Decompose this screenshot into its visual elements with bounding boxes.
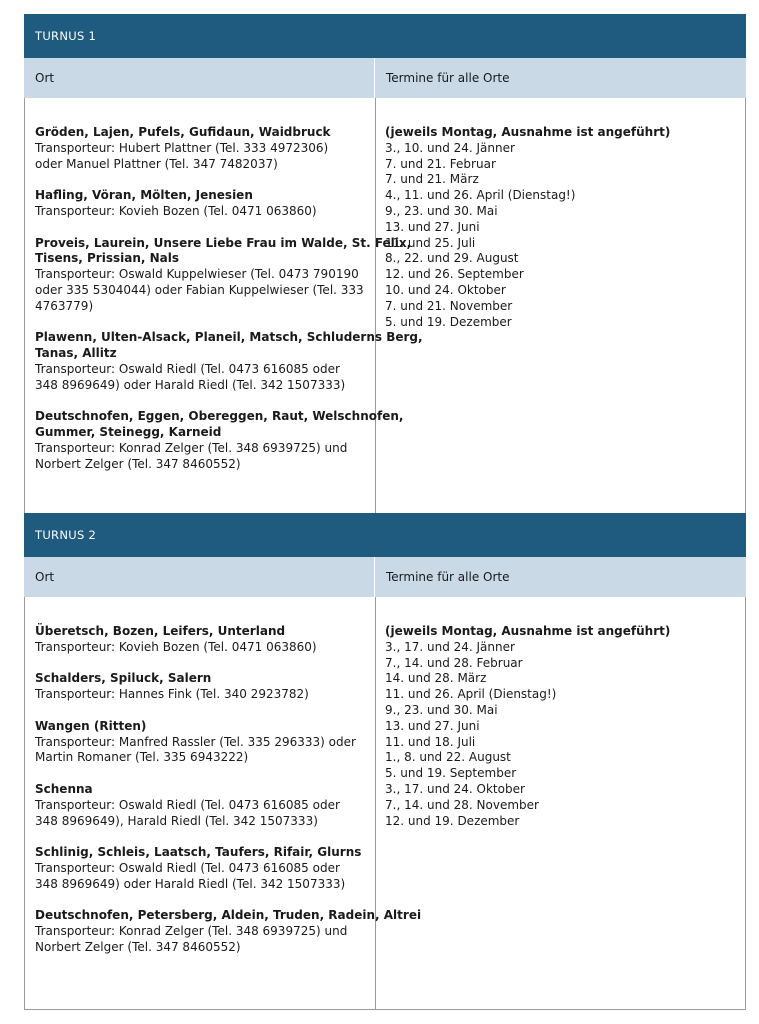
transporteur-info: oder 335 5304044) oder Fabian Kuppelwieser (Tel. 333 (35, 282, 364, 297)
location-names: Deutschnofen, Petersberg, Aldein, Truden, Radein, Altrei (35, 908, 422, 923)
location-entry (35, 782, 367, 829)
date-item: 9., 23. und 30. Mai (385, 702, 498, 717)
transporteur-info: 348 8969649), Harald Riedl (Tel. 342 1507333) (35, 813, 318, 828)
date-item: 1., 8. und 22. August (385, 750, 511, 765)
turnus1-dates-heading: (jeweils Montag, Ausnahme ist angeführt) (385, 125, 671, 139)
date-item: 7., 14. und 28. Februar (385, 655, 523, 670)
date-item: 7. und 21. Februar (385, 156, 496, 171)
date-item: 14. und 28. März (385, 671, 487, 686)
turnus1-header-row (24, 58, 746, 98)
transporteur-info: Transporteur: Oswald Riedl (Tel. 0473 616085 oder (35, 860, 340, 875)
date-item: 12. und 26. September (385, 267, 524, 282)
date-item: 11. und 25. Juli (385, 235, 476, 250)
location-names: Schalders, Spiluck, Salern (35, 671, 212, 686)
transporteur-info: Transporteur: Oswald Kuppelwieser (Tel. 0473 790190 (35, 267, 359, 282)
location-names: Überetsch, Bozen, Leifers, Unterland (35, 624, 286, 638)
turnus2-body-row (24, 597, 746, 1010)
transporteur-info: Transporteur: Manfred Rassler (Tel. 335 296333) oder (35, 734, 356, 749)
turnus2-dates-heading: (jeweils Montag, Ausnahme ist angeführt) (385, 624, 671, 638)
location-names: Gummer, Steinegg, Karneid (35, 425, 222, 440)
date-item: 7. und 21. März (385, 172, 479, 187)
location-entry (35, 719, 367, 766)
turnus2-locations (25, 597, 422, 1009)
location-names: Plawenn, Ulten-Alsack, Planeil, Matsch, Schluderns Berg, (35, 330, 423, 345)
transporteur-info: 348 8969649) oder Harald Riedl (Tel. 342 1507333) (35, 377, 346, 392)
date-item: 10. und 24. Oktober (385, 282, 506, 297)
location-entry (35, 188, 367, 220)
transporteur-info: Transporteur: Oswald Riedl (Tel. 0473 616085 oder (35, 797, 340, 812)
date-item: 13. und 27. Juni (385, 219, 480, 234)
location-names: Gröden, Lajen, Pufels, Gufidaun, Waidbruck (35, 125, 331, 139)
date-item: 11. und 18. Juli (385, 734, 476, 749)
transporteur-info: oder Manuel Plattner (Tel. 347 7482037) (35, 156, 278, 171)
transporteur-info: Transporteur: Konrad Zelger (Tel. 348 6939725) und (35, 924, 348, 939)
date-item: 8., 22. und 29. August (385, 251, 519, 266)
location-names: Wangen (Ritten) (35, 718, 147, 733)
location-entry (35, 330, 423, 393)
transporteur-info: Transporteur: Kovieh Bozen (Tel. 0471 063860) (35, 203, 317, 218)
date-item: 3., 17. und 24. Oktober (385, 781, 525, 796)
location-names: Schlinig, Schleis, Laatsch, Taufers, Rifair, Glurns (35, 845, 362, 860)
date-item: 7., 14. und 28. November (385, 797, 539, 812)
turnus2-title: TURNUS 2 (24, 513, 746, 557)
turnus1-body-row (24, 98, 746, 514)
transporteur-info: Norbert Zelger (Tel. 347 8460552) (35, 939, 241, 954)
location-names: Proveis, Laurein, Unsere Liebe Frau im Walde, St. Felix, (35, 235, 412, 250)
location-entry (35, 624, 367, 656)
turnus1-table (24, 14, 746, 514)
date-item: 11. und 26. April (Dienstag!) (385, 687, 557, 702)
date-item: 5. und 19. September (385, 766, 517, 781)
date-item: 4., 11. und 26. April (Dienstag!) (385, 188, 576, 203)
location-names: Tanas, Allitz (35, 346, 117, 361)
turnus1-col-termine-header: Termine für alle Orte (386, 71, 510, 85)
transporteur-info: Transporteur: Kovieh Bozen (Tel. 0471 063860) (35, 639, 317, 654)
date-item: 9., 23. und 30. Mai (385, 203, 498, 218)
transporteur-info: 4763779) (35, 298, 94, 313)
turnus1-col-ort-header: Ort (24, 58, 375, 98)
location-entry (35, 671, 367, 703)
turnus2-dates-list (385, 640, 737, 830)
transporteur-info: Transporteur: Konrad Zelger (Tel. 348 6939725) und (35, 440, 348, 455)
location-entry (35, 125, 367, 172)
date-item: 13. und 27. Juni (385, 718, 480, 733)
date-item: 12. und 19. Dezember (385, 813, 520, 828)
location-names: Hafling, Vöran, Mölten, Jenesien (35, 188, 253, 203)
turnus2-table (24, 513, 746, 1004)
location-names: Schenna (35, 781, 93, 796)
date-item: 3., 17. und 24. Jänner (385, 639, 515, 654)
transporteur-info: Martin Romaner (Tel. 335 6943222) (35, 750, 249, 765)
turnus2-dates (376, 597, 745, 1009)
turnus1-dates-list (385, 141, 737, 331)
location-names: Deutschnofen, Eggen, Obereggen, Raut, Welschnofen, (35, 409, 404, 424)
location-entry (35, 409, 404, 472)
location-entry (35, 235, 412, 315)
location-names: Tisens, Prissian, Nals (35, 251, 179, 266)
turnus1-title: TURNUS 1 (24, 14, 746, 58)
transporteur-info: Transporteur: Hannes Fink (Tel. 340 2923782) (35, 687, 309, 702)
turnus1-locations (25, 98, 423, 513)
transporteur-info: 348 8969649) oder Harald Riedl (Tel. 342 1507333) (35, 876, 346, 891)
transporteur-info: Norbert Zelger (Tel. 347 8460552) (35, 456, 241, 471)
date-item: 3., 10. und 24. Jänner (385, 140, 515, 155)
turnus2-header-row (24, 557, 746, 597)
turnus2-col-ort-header: Ort (24, 557, 375, 597)
date-item: 5. und 19. Dezember (385, 314, 512, 329)
turnus1-dates (376, 98, 745, 513)
location-entry (35, 908, 422, 955)
date-item: 7. und 21. November (385, 298, 513, 313)
transporteur-info: Transporteur: Hubert Plattner (Tel. 333 4972306) (35, 140, 329, 155)
turnus2-col-termine-header: Termine für alle Orte (386, 570, 510, 584)
transporteur-info: Transporteur: Oswald Riedl (Tel. 0473 616085 oder (35, 361, 340, 376)
location-entry (35, 845, 367, 892)
